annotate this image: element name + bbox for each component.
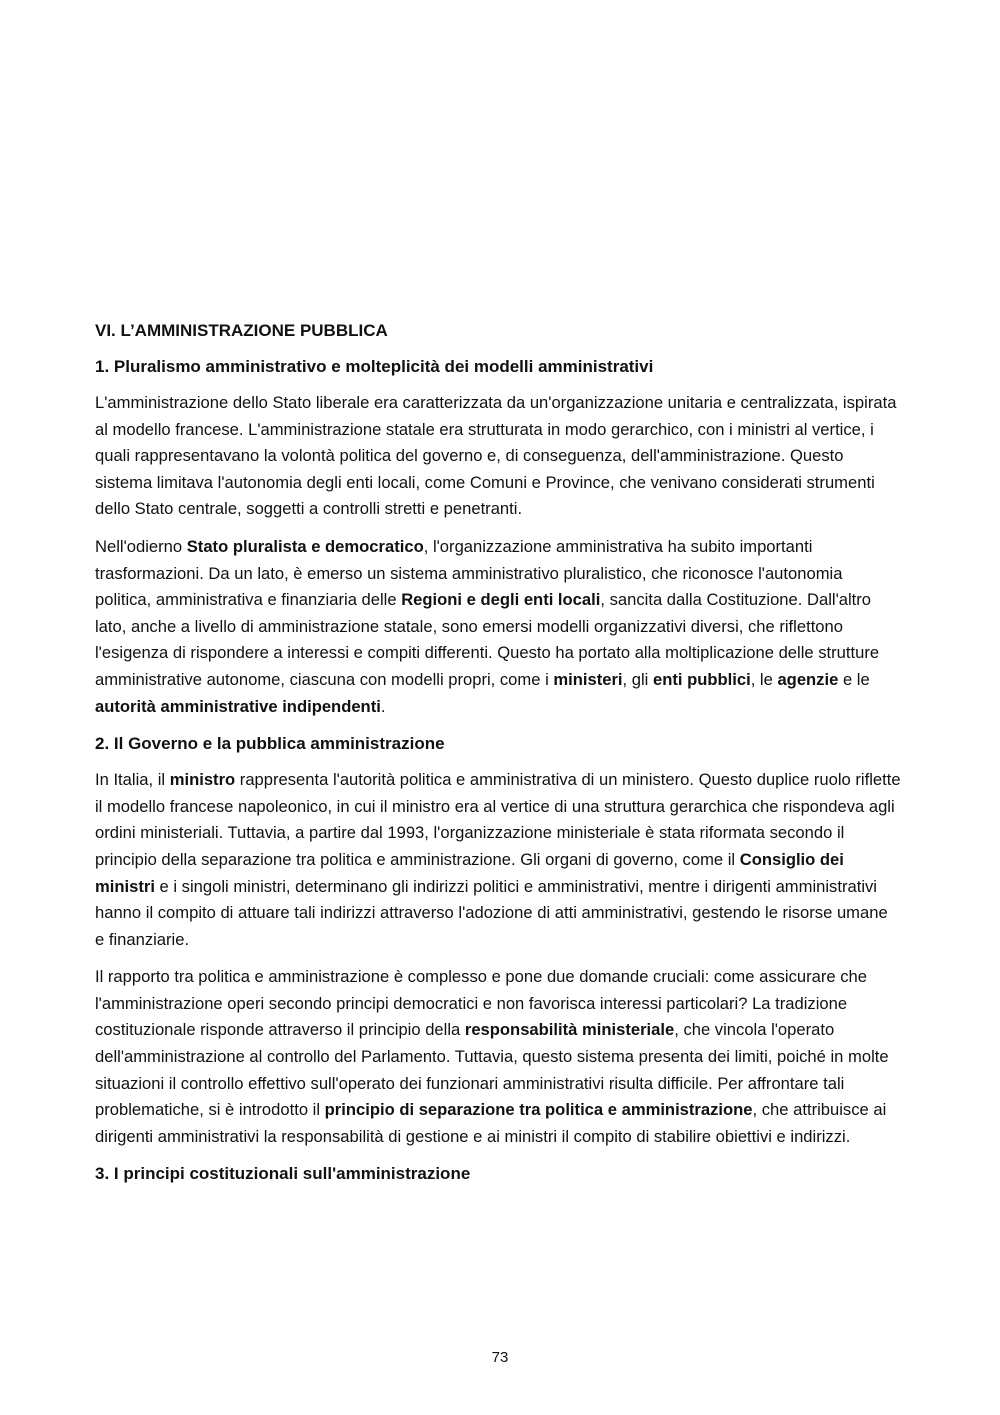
paragraph: In Italia, il ministro rappresenta l'autorità politica e amministrativa di un ministero. Questo duplice ruolo riflette il modello francese napoleonico, in cui il ministro era al vertice di una struttura gerarchica che rispondeva agli ordini ministeriali. Tuttavia, a partire dal 1993, l'organizzazione ministeriale è stata riformata secondo il principio della separazione tra politica e amministrazione. Gli organi di governo, come il Consiglio dei ministri e i singoli ministri, determinano gli indirizzi politici e amministrativi, mentre i dirigenti amministrativi hanno il compito di attuare tali indirizzi attraverso l'adozione di atti amministrativi, gestendo le risorse umane e finanziarie. <box>95 770 901 949</box>
section-2 <box>95 731 901 1150</box>
page-number: 73 <box>491 1349 509 1366</box>
section-title: 1. Pluralismo amministrativo e molteplicità dei modelli amministrativi <box>95 357 654 376</box>
bold-phrase: Regioni e degli enti locali <box>401 590 601 610</box>
section-1 <box>95 354 901 720</box>
paragraph: Il rapporto tra politica e amministrazione è complesso e pone due domande cruciali: come assicurare che l'amministrazione operi secondo principi democratici e non favorisca interessi particolari? La tradizione costituzionale risponde attraverso il principio della responsabilità ministeriale, che vincola l'operato dell'amministrazione al controllo del Parlamento. Tuttavia, questo sistema presenta dei limiti, poiché in molte situazioni il controllo effettivo sull'operato dei funzionari amministrativi risulta difficile. Per affrontare tali problematiche, si è introdotto il principio di separazione tra politica e amministrazione, che attribuisce ai dirigenti amministrativi la responsabilità di gestione e ai ministri il compito di stabilire obiettivi e indirizzi. <box>95 967 889 1146</box>
section-3 <box>95 1161 901 1187</box>
chapter-title: VI. L’AMMINISTRAZIONE PUBBLICA <box>95 321 388 340</box>
bold-phrase: autorità amministrative indipendenti <box>95 696 381 716</box>
section-title: 3. I principi costituzionali sull'amministrazione <box>95 1164 471 1184</box>
paragraph: Nell'odierno Stato pluralista e democratico, l'organizzazione amministrativa ha subito importanti trasformazioni. Da un lato, è emerso un sistema amministrativo pluralistico, che riconosce l'autonomia politica, amministrativa e finanziaria delle Regioni e degli enti locali, sancita dalla Costituzione. Dall'altro lato, anche a livello di amministrazione statale, sono emersi modelli organizzativi diversi, che riflettono l'esigenza di rispondere a interessi e compiti differenti. Questo ha portato alla moltiplicazione delle strutture amministrative autonome, ciascuna con modelli propri, come i ministeri, gli enti pubblici, le agenzie e le autorità amministrative indipendenti. <box>95 536 880 716</box>
bold-phrase: principio di separazione tra politica e amministrazione <box>324 1100 753 1120</box>
bold-phrase: Consiglio dei ministri <box>95 849 844 896</box>
bold-phrase: responsabilità ministeriale <box>464 1020 675 1040</box>
bold-phrase: agenzie <box>777 669 839 689</box>
page-content <box>95 318 901 1197</box>
bold-phrase: enti pubblici <box>652 669 751 689</box>
bold-phrase: ministro <box>169 770 236 790</box>
section-title: 2. Il Governo e la pubblica amministrazione <box>95 734 445 754</box>
bold-phrase: ministeri <box>553 669 623 689</box>
paragraph: L'amministrazione dello Stato liberale era caratterizzata da un'organizzazione unitaria e centralizzata, ispirata al modello francese. L'amministrazione statale era strutturata in modo gerarchico, con i ministri al vertice, i quali rappresentavano la volontà politica del governo e, di conseguenza, dell'amministrazione. Questo sistema limitava l'autonomia degli enti locali, come Comuni e Province, che venivano considerati strumenti dello Stato centrale, soggetti a controlli stretti e penetranti. <box>95 393 897 519</box>
bold-phrase: Stato pluralista e democratico <box>186 536 424 556</box>
